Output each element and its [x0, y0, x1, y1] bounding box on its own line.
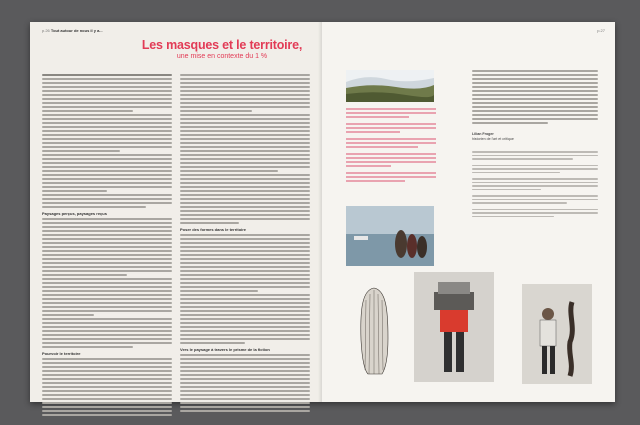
subtitle-line: une mise en contexte du 1 % — [176, 53, 268, 60]
title-line: Les masques et le territoire, — [141, 38, 303, 52]
right-page-number: p.27 — [597, 28, 605, 33]
text-column-1 — [42, 74, 172, 418]
magazine-spread — [30, 22, 615, 402]
left-page — [30, 22, 322, 402]
figure-sculpture-photo — [522, 284, 592, 384]
sea-figures-photo — [346, 206, 434, 266]
subhead-perceived-landscapes: Paysages perçus, paysages reçus — [42, 211, 107, 216]
subhead-forms: Poser des formes dans le territoire — [180, 227, 247, 232]
text-column-2 — [180, 74, 310, 414]
hair-sculpture-photo — [348, 280, 400, 380]
left-folio — [42, 28, 103, 33]
right-page — [322, 22, 615, 402]
subhead-territory: Pourvoir le territoire — [42, 351, 81, 356]
right-folio — [597, 28, 605, 33]
author-name: Lilian Froger — [472, 132, 494, 136]
article-title — [122, 38, 322, 60]
captions-block — [346, 108, 436, 184]
text-column-3 — [472, 70, 598, 219]
left-page-number: p.26 — [42, 28, 50, 33]
subhead-fiction: Vers le paysage à travers le prisme de la fiction — [180, 347, 270, 352]
running-head: Tout autour de nous il y a... — [50, 28, 103, 33]
costume-photo — [414, 272, 494, 382]
author-role: historien de l'art et critique — [472, 136, 514, 141]
landscape-photo — [346, 70, 434, 102]
author-bio — [472, 132, 598, 141]
